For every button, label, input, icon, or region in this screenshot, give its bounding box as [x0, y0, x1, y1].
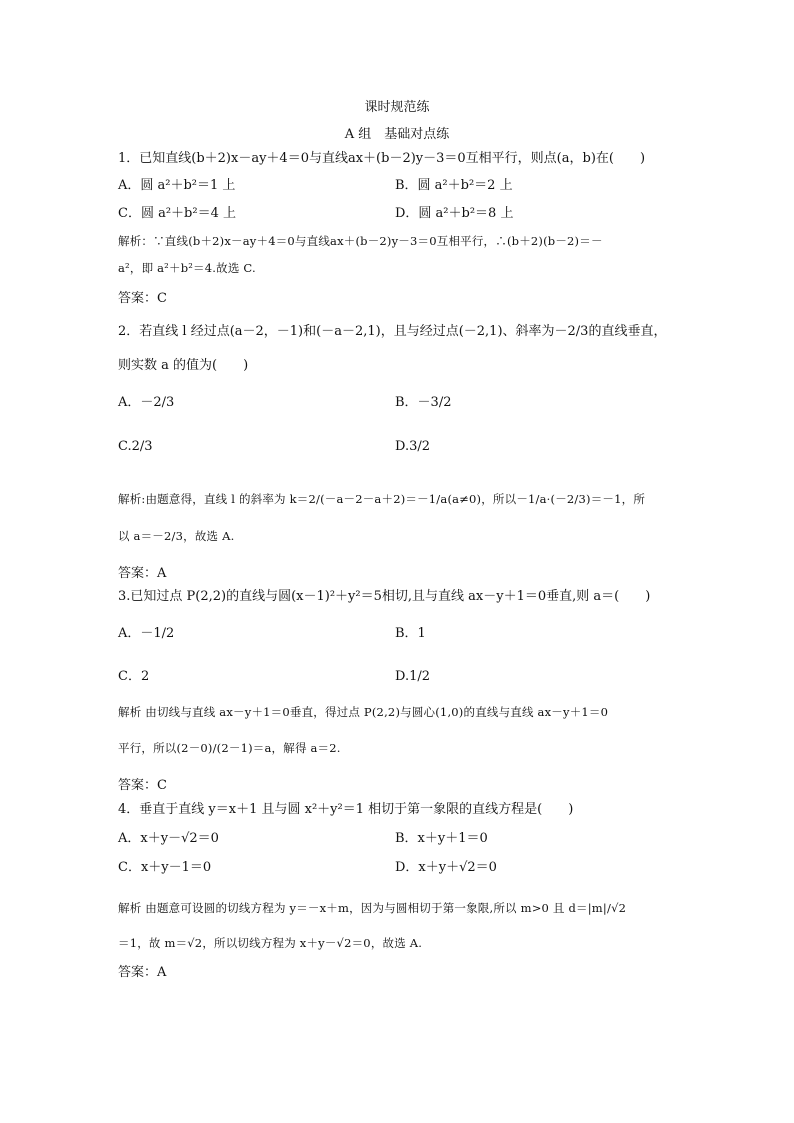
- q4-solution-line1: 解析 由题意可设圆的切线方程为 y＝－x＋m，因为与圆相切于第一象限,所以 m>0 且 d＝|m|/√2: [118, 901, 627, 915]
- q2-answer: 答案：A: [118, 566, 167, 581]
- q3-solution-line1: 解析 由切线与直线 ax－y＋1＝0垂直，得过点 P(2,2)与圆心(1,0)的直线与直线 ax－y＋1＝0: [118, 705, 609, 719]
- q4-option-b: B．x＋y＋1＝0: [395, 831, 488, 846]
- q1-option-b: B．圆 a²＋b²＝2 上: [395, 178, 513, 193]
- q4-option-d: D．x＋y＋√2＝0: [395, 860, 497, 875]
- q4-stem: 4．垂直于直线 y＝x＋1 且与圆 x²＋y²＝1 相切于第一象限的直线方程是( ): [118, 802, 574, 817]
- q1-answer: 答案：C: [118, 291, 167, 306]
- q3-answer: 答案：C: [118, 778, 167, 793]
- q4-option-c: C．x＋y－1＝0: [118, 860, 212, 875]
- q4-solution-line2: ＝1，故 m＝√2，所以切线方程为 x＋y－√2＝0，故选 A.: [118, 936, 423, 950]
- section-subtitle: A 组 基础对点练: [344, 127, 450, 142]
- q1-option-c: C．圆 a²＋b²＝4 上: [118, 206, 236, 221]
- q2-solution-line2: 以 a＝－2/3，故选 A.: [118, 529, 235, 543]
- q1-option-a: A．圆 a²＋b²＝1 上: [118, 178, 236, 193]
- q3-solution-line2: 平行，所以(2－0)/(2－1)＝a，解得 a＝2.: [118, 741, 341, 755]
- q1-option-d: D．圆 a²＋b²＝8 上: [395, 206, 514, 221]
- page-title: 课时规范练: [364, 100, 430, 115]
- q1-solution-line1: 解析：∵直线(b＋2)x－ay＋4＝0与直线ax＋(b－2)y－3＝0互相平行，∴(b＋2)(b－2)＝－: [118, 234, 603, 248]
- q2-option-b: B．－3/2: [395, 395, 452, 410]
- q2-stem-line2: 则实数 a 的值为( ): [118, 358, 249, 373]
- q3-option-b: B．1: [395, 626, 426, 641]
- q4-answer: 答案：A: [118, 965, 167, 980]
- q3-option-c: C．2: [118, 669, 150, 684]
- q4-option-a: A．x＋y－√2＝0: [118, 831, 219, 846]
- q2-option-a: A．－2/3: [118, 395, 175, 410]
- q2-option-d: D.3/2: [395, 439, 431, 454]
- q2-option-c: C.2/3: [118, 439, 153, 454]
- q3-stem: 3.已知过点 P(2,2)的直线与圆(x－1)²＋y²＝5相切,且与直线 ax－y＋1＝0垂直,则 a＝( ): [118, 589, 651, 604]
- q3-option-a: A．－1/2: [118, 626, 175, 641]
- q1-solution-line2: a²，即 a²＋b²＝4.故选 C.: [118, 261, 256, 275]
- q3-option-d: D.1/2: [395, 669, 431, 684]
- q2-solution-line1: 解析:由题意得，直线 l 的斜率为 k＝2/(－a－2－a＋2)＝－1/a(a≠0)，所以－1/a·(－2/3)＝－1，所: [118, 492, 646, 506]
- q1-stem: 1．已知直线(b＋2)x－ay＋4＝0与直线ax＋(b－2)y－3＝0互相平行，则点(a，b)在( ): [118, 151, 646, 166]
- q2-stem: 2．若直线 l 经过点(a－2，－1)和(－a－2,1)，且与经过点(－2,1)、斜率为－2/3的直线垂直，: [118, 324, 667, 339]
